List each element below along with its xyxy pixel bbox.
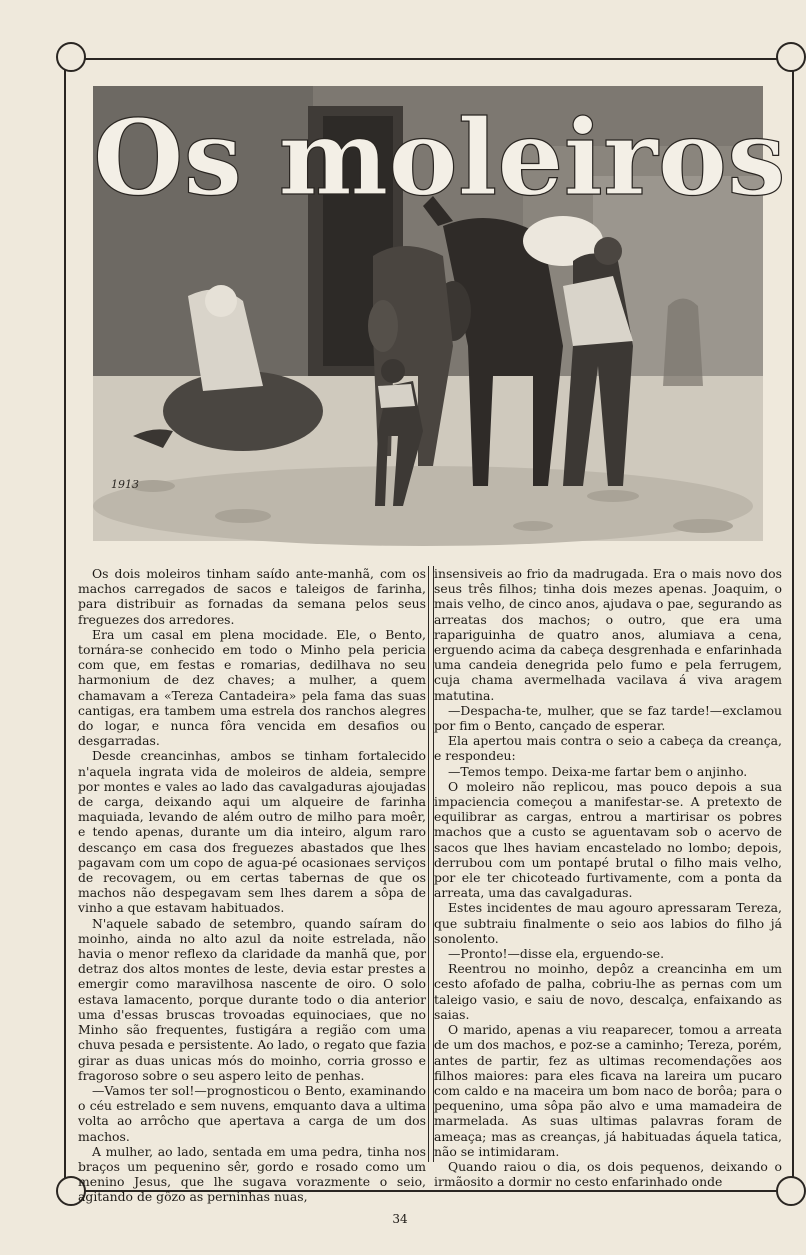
- paragraph: —Temos tempo. Deixa-me fartar bem o anjinho.: [448, 763, 748, 779]
- paragraph: O marido, apenas a viu reaparecer, tomou a arreata de um dos machos, e poz-se a caminho; Tereza, porém, antes de partir, fez as ultimas recomendações aos filhos maiores: para eles ficava na lareira um pucaro com caldo e na maceira um bom naco de borôa; para o pequenino, uma sôpa pão alvo e uma mamadeira de marmelada. As suas ultimas palavras foram de ameaça; mas as creanças, já habituadas áquela tatica, não se intimidaram.: [434, 1022, 782, 1159]
- paragraph: N'aquele sabado de setembro, quando saíram do moinho, ainda no alto azul da noite estrelada, não havia o menor reflexo da claridade da manhã que, por detraz dos altos montes de leste, devia estar prestes a emergir como maravilhosa nascente de oiro. O solo estava lamacento, porque durante todo o dia anterior uma d'essas bruscas trovoadas equinociaes, que no Minho são frequentes, fustigára a região com uma chuva pesada e persistente. Ao lado, o regato que fazia girar as duas unicas mós do moinho, corria grosso e fragoroso sobre o seu aspero leito de penhas.: [78, 915, 426, 1083]
- paragraph: —Pronto!—disse ela, erguendo-se.: [448, 946, 665, 962]
- column-divider: [428, 566, 434, 1162]
- corner-ornament: [776, 42, 806, 72]
- paragraph: —Vamos ter sol!—prognosticou o Bento, examinando o céu estrelado e sem nuvens, emquanto dava a ultima volta ao arrôcho que apertava a carga de um dos machos.: [78, 1082, 426, 1144]
- paragraph: Desde creancinhas, ambos se tinham fortalecido n'aquela ingrata vida de moleiros de aldeia, sempre por montes e vales ao lado das cavalgaduras ajoujadas de carga, deixando aqui um alqueire de farinha maquiada, levando de além outro de milho para moêr, e tendo apenas, durante um dia inteiro, algum raro descanço em casa dos freguezes abastados que lhes pagavam com um copo de agua-pé ocasionaes serviços de recovagem, ou em certas tabernas de que os machos não despegavam sem lhes darem a sôpa de vinho a que estavam habituados.: [78, 748, 426, 916]
- corner-ornament: [56, 42, 86, 72]
- paragraph: Os dois moleiros tinham saído ante-manhã, com os machos carregados de sacos e taleigos de farinha, para distribuir as fornadas da semana pelos seus freguezes dos arredores.: [78, 566, 426, 627]
- paragraph: Reentrou no moinho, depôz a creancinha em um cesto afofado de palha, cobriu-lhe as pernas com um taleigo vasio, e saiu de novo, descalça, enfaixando as saias.: [434, 961, 782, 1022]
- paragraph: —Despacha-te, mulher, que se faz tarde!—exclamou por fim o Bento, cançado de esperar.: [434, 702, 782, 734]
- page-number: 34: [392, 1212, 408, 1226]
- paragraph: O moleiro não replicou, mas pouco depois a sua impaciencia começou a manifestar-se. A pretexto de equilibrar as cargas, entrou a martirisar os pobres machos que a custo se aguentavam sob o acervo de sacos que lhes haviam encastelado no lombo; depois, derrubou com um pontapé brutal o filho mais velho, por ele ter chicoteado furtivamente, com a ponta da arreata, uma das cavalgaduras.: [434, 778, 782, 901]
- paragraph: Ela apertou mais contra o seio a cabeça da creança, e respondeu:: [434, 733, 782, 764]
- paragraph: insensiveis ao frio da madrugada. Era o mais novo dos seus três filhos; tinha dois mezes apenas. Joaquim, o mais velho, de cinco anos, ajudava o pae, segurando as arreatas dos machos; o outro, que era uma rapariguinha de quatro anos, alumiava a cena, erguendo acima da cabeça desgrenhada e enfarinhada uma candeia denegrida pelo fumo e pela ferrugem, cuja chama avermelhada vacilava á viva aragem matutina.: [434, 566, 782, 703]
- artist-signature: 1913: [111, 478, 139, 491]
- millers-illustration: [93, 86, 786, 541]
- paragraph: Estes incidentes de mau agouro apressaram Tereza, que subtraiu finalmente o seio aos labios do filho já sonolento.: [434, 900, 782, 946]
- paragraph: A mulher, ao lado, sentada em uma pedra, tinha nos braços um pequenino sêr, gordo e rosado como um menino Jesus, que lhe sugava vorazmente o seio, agitando de gôzo as perninhas nuas,: [78, 1143, 426, 1205]
- left-column: [78, 566, 426, 1205]
- right-column: [434, 566, 782, 1190]
- paragraph: Quando raiou o dia, os dois pequenos, deixando o irmãosito a dormir no cesto enfarinhado onde: [434, 1158, 782, 1190]
- page-title: Os moleiros: [93, 96, 786, 219]
- paragraph: Era um casal em plena mocidade. Ele, o Bento, tornára-se conhecido em todo o Minho pela pericia com que, em festas e romarias, dedilhava no seu harmonium de dez chaves; a mulher, a quem chamavam a «Tereza Cantadeira» pela fama das suas cantigas, era tambem uma estrela dos ranchos alegres do logar, e nunca fôra vencida em desafios ou desgarradas.: [78, 626, 426, 749]
- title-lettering: [93, 86, 786, 219]
